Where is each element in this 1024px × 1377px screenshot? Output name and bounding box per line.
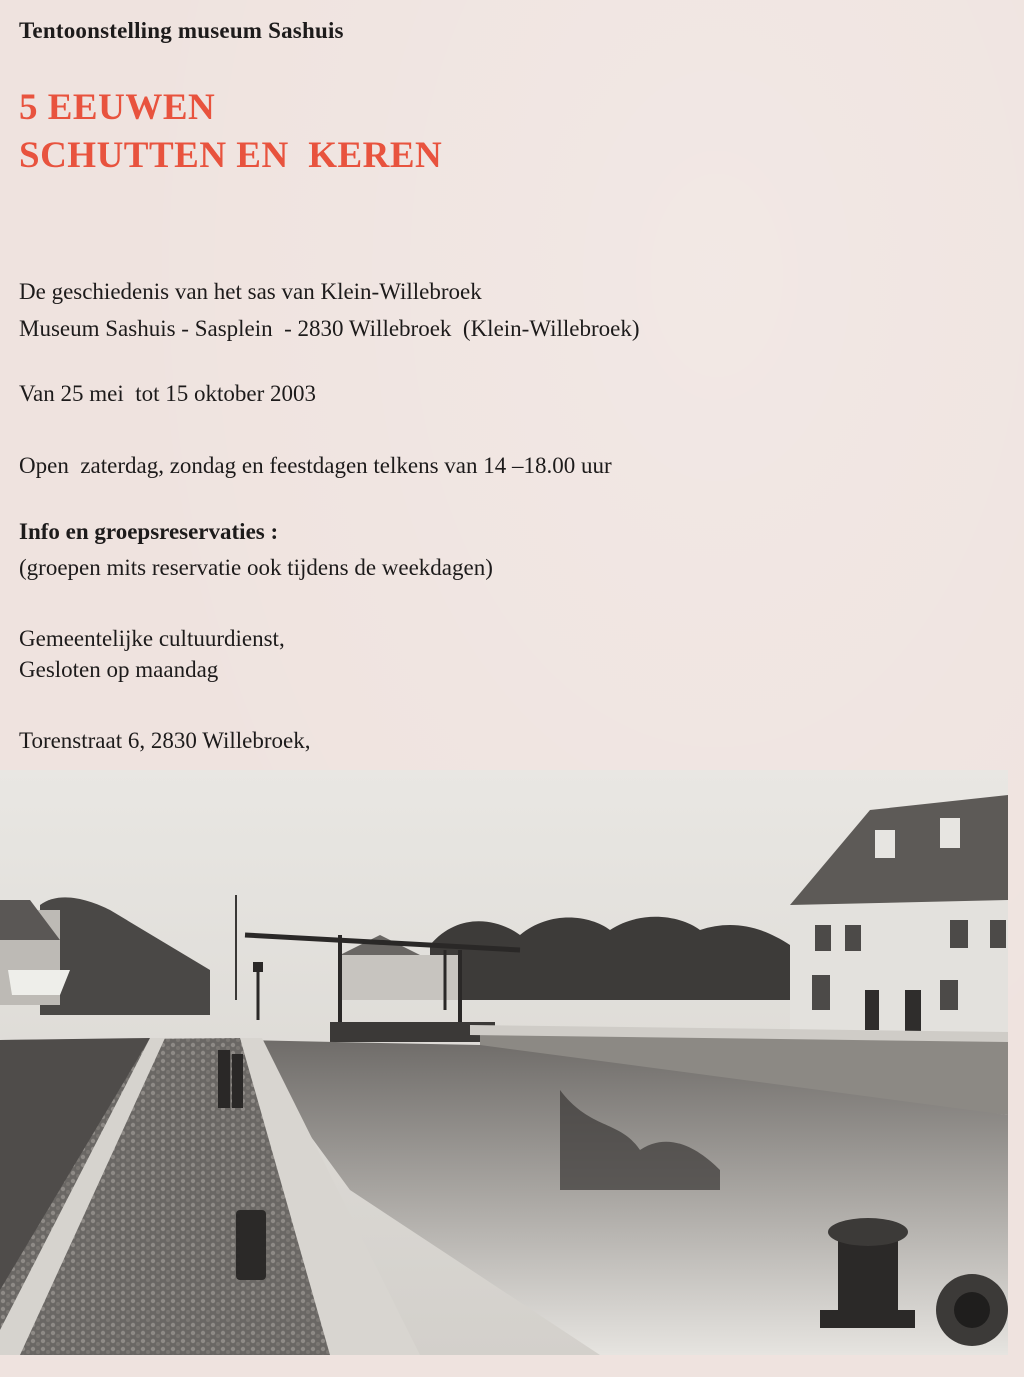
groups-text: (groepen mits reservatie ook tijdens de weekdagen) [19,555,493,580]
person [218,1050,230,1108]
exhibition-title [19,84,442,180]
closed-text: Gesloten op maandag [19,657,219,682]
hours-text: Open zaterdag, zondag en feestdagen telkens van 14 –18.00 uur [19,453,612,478]
bollard-left [236,1210,266,1280]
address-text: Torenstraat 6, 2830 Willebroek, [19,728,311,753]
title-line-1: 5 EEUWEN [19,87,216,128]
info-heading: Info en groepsreservaties : [19,519,279,544]
row-houses [340,955,460,1000]
service-text: Gemeentelijke cultuurdienst, [19,626,285,651]
location-text: Museum Sashuis - Sasplein - 2830 Willebroek (Klein-Willebroek) [19,316,640,341]
awning [8,970,70,995]
dates-text: Van 25 mei tot 15 oktober 2003 [19,381,317,406]
winch [936,1274,1008,1346]
historic-lock-photo [0,770,1008,1355]
subtitle-text: De geschiedenis van het sas van Klein-Willebroek [19,279,482,304]
exhibition-kicker: Tentoonstelling museum Sashuis [19,18,344,43]
title-line-2: SCHUTTEN EN KEREN [19,135,443,176]
